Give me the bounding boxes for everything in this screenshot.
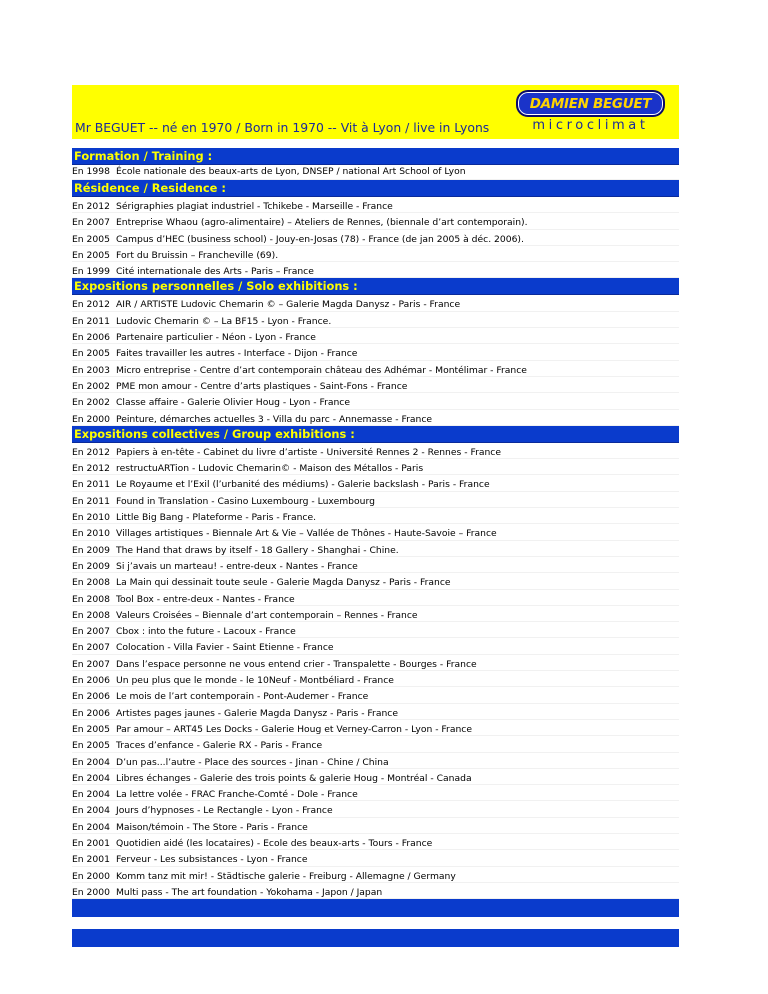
table-row: [72, 295, 679, 311]
row-year: En 2007: [72, 642, 110, 654]
row-year: En 2012: [72, 446, 110, 458]
row-description: Campus d’HEC (business school) - Jouy-en-Josas (78) - France (de jan 2005 à déc. 2006).: [116, 233, 524, 245]
table-row: [72, 753, 679, 769]
table-row: [72, 393, 679, 409]
table-row: [72, 246, 679, 262]
table-row: [72, 671, 679, 687]
table-row: [72, 410, 679, 426]
row-year: En 2006: [72, 675, 110, 687]
section-title: Expositions personnelles / Solo exhibitions :: [74, 279, 358, 294]
row-description: restructuARTion - Ludovic Chemarin© - Maison des Métallos - Paris: [116, 463, 424, 475]
table-row: [72, 197, 679, 213]
row-year: En 2012: [72, 201, 110, 212]
table-row: [72, 475, 679, 491]
row-description: Fort du Bruissin – Francheville (69).: [116, 249, 279, 261]
table-row: [72, 557, 679, 573]
row-year: En 2004: [72, 821, 110, 833]
table-row: [72, 328, 679, 344]
table-row: [72, 720, 679, 736]
table-row: [72, 590, 679, 606]
row-year: En 2004: [72, 756, 110, 768]
row-description: Entreprise Whaou (agro-alimentaire) – Ateliers de Rennes, (biennale d’art contemporain).: [116, 217, 528, 229]
row-description: Maison/témoin - The Store - Paris - France: [116, 821, 308, 833]
row-year: En 2002: [72, 380, 110, 392]
row-description: Un peu plus que le monde - le 10Neuf - Montbéliard - France: [116, 675, 394, 687]
row-description: Cbox : into the future - Lacoux - France: [116, 626, 296, 638]
row-year: En 2001: [72, 837, 110, 849]
row-description: Classe affaire - Galerie Olivier Houg - Lyon - France: [116, 397, 351, 409]
row-year: En 2006: [72, 691, 110, 703]
row-year: En 2000: [72, 886, 110, 898]
row-year: En 2007: [72, 658, 110, 670]
row-year: En 2005: [72, 348, 110, 360]
row-description: Faites travailler les autres - Interface - Dijon - France: [116, 348, 358, 360]
logo: [516, 90, 665, 133]
section-header: [72, 426, 679, 443]
row-description: Komm tanz mit mir! - Städtische galerie - Freiburg - Allemagne / Germany: [116, 870, 456, 882]
table-row: [72, 344, 679, 360]
spacer: [72, 139, 679, 148]
table-row: [72, 361, 679, 377]
row-year: En 2003: [72, 364, 110, 376]
row-description: Sérigraphies plagiat industriel - Tchikebe - Marseille - France: [116, 201, 393, 212]
table-row: [72, 867, 679, 883]
table-row: [72, 230, 679, 246]
footer-band-2: [72, 929, 679, 947]
footer-band-1: [72, 899, 679, 917]
row-year: En 2006: [72, 707, 110, 719]
row-description: Papiers à en-tête - Cabinet du livre d’artiste - Université Rennes 2 - Rennes - France: [116, 446, 502, 458]
row-description: Partenaire particulier - Néon - Lyon - France: [116, 332, 316, 344]
section-header: [72, 180, 679, 197]
row-year: En 2007: [72, 217, 110, 229]
row-year: En 2001: [72, 854, 110, 866]
row-year: En 2009: [72, 544, 110, 556]
row-year: En 2011: [72, 479, 110, 491]
row-year: En 2006: [72, 332, 110, 344]
row-description: Ludovic Chemarin © – La BF15 - Lyon - France.: [116, 315, 332, 327]
row-year: En 2007: [72, 626, 110, 638]
row-year: En 2005: [72, 233, 110, 245]
row-description: D’un pas...l’autre - Place des sources - Jinan - Chine / China: [116, 756, 389, 768]
row-year: En 2011: [72, 315, 110, 327]
row-description: Si j’avais un marteau! - entre-deux - Nantes - France: [116, 560, 358, 572]
row-description: Traces d’enfance - Galerie RX - Paris - France: [116, 740, 323, 752]
table-row: [72, 459, 679, 475]
row-year: En 2010: [72, 528, 110, 540]
logo-subtitle: microclimat: [532, 118, 649, 133]
row-description: The Hand that draws by itself - 18 Gallery - Shanghai - Chine.: [116, 544, 399, 556]
row-description: La lettre volée - FRAC Franche-Comté - Dole - France: [116, 789, 358, 801]
row-description: Libres échanges - Galerie des trois points & galerie Houg - Montréal - Canada: [116, 772, 472, 784]
row-year: En 2005: [72, 249, 110, 261]
row-year: En 2000: [72, 870, 110, 882]
table-row: [72, 541, 679, 557]
row-description: Quotidien aidé (les locataires) - Ecole des beaux-arts - Tours - France: [116, 837, 433, 849]
table-row: [72, 443, 679, 459]
row-year: En 2008: [72, 577, 110, 589]
table-row: [72, 769, 679, 785]
row-description: École nationale des beaux-arts de Lyon, DNSEP / national Art School of Lyon: [116, 166, 466, 177]
table-row: [72, 262, 679, 278]
logo-badge: DAMIEN BEGUET: [516, 90, 665, 117]
table-row: [72, 213, 679, 229]
table-row: [72, 638, 679, 654]
section-title: Résidence / Residence :: [74, 181, 226, 195]
row-year: En 2004: [72, 805, 110, 817]
section-title: Formation / Training :: [74, 149, 213, 163]
row-description: AIR / ARTISTE Ludovic Chemarin © – Galerie Magda Danysz - Paris - France: [116, 299, 461, 311]
table-row: [72, 801, 679, 817]
row-description: Little Big Bang - Plateforme - Paris - France.: [116, 512, 317, 524]
row-year: En 2005: [72, 740, 110, 752]
table-row: [72, 508, 679, 524]
row-year: En 2010: [72, 512, 110, 524]
row-description: Jours d’hypnoses - Le Rectangle - Lyon - France: [116, 805, 333, 817]
table-row: [72, 704, 679, 720]
table-row: [72, 655, 679, 671]
row-description: Micro entreprise - Centre d’art contemporain château des Adhémar - Montélimar - France: [116, 364, 527, 376]
cv-sections: [72, 148, 679, 899]
row-year: En 2008: [72, 593, 110, 605]
section-title: Expositions collectives / Group exhibitions :: [74, 426, 355, 441]
table-row: [72, 883, 679, 899]
row-description: La Main qui dessinait toute seule - Galerie Magda Danysz - Paris - France: [116, 577, 451, 589]
row-description: Artistes pages jaunes - Galerie Magda Danysz - Paris - France: [116, 707, 398, 719]
section-header: [72, 278, 679, 295]
table-row: [72, 165, 679, 180]
table-row: [72, 606, 679, 622]
row-description: Villages artistiques - Biennale Art & Vie – Vallée de Thônes - Haute-Savoie – France: [116, 528, 497, 540]
row-year: En 2005: [72, 723, 110, 735]
row-description: Ferveur - Les subsistances - Lyon - France: [116, 854, 308, 866]
row-description: Dans l’espace personne ne vous entend crier - Transpalette - Bourges - France: [116, 658, 477, 670]
table-row: [72, 622, 679, 638]
row-year: En 2012: [72, 463, 110, 475]
row-description: Colocation - Villa Favier - Saint Etienne - France: [116, 642, 334, 654]
table-row: [72, 377, 679, 393]
row-description: Tool Box - entre-deux - Nantes - France: [116, 593, 295, 605]
row-year: En 2012: [72, 299, 110, 311]
table-row: [72, 492, 679, 508]
row-description: Par amour – ART45 Les Docks - Galerie Houg et Verney-Carron - Lyon - France: [116, 723, 472, 735]
table-row: [72, 736, 679, 752]
section-header: [72, 148, 679, 165]
table-row: [72, 850, 679, 866]
table-row: [72, 312, 679, 328]
table-row: [72, 524, 679, 540]
page-title: Mr BEGUET -- né en 1970 / Born in 1970 -- Vit à Lyon / live in Lyons: [75, 120, 490, 135]
cv-sheet: [72, 85, 679, 947]
row-description: Le Royaume et l’Exil (l’urbanité des médiums) - Galerie backslash - Paris - France: [116, 479, 490, 491]
row-year: En 2004: [72, 772, 110, 784]
row-description: Valeurs Croisées – Biennale d’art contemporain – Rennes - France: [116, 609, 418, 621]
row-year: En 1998: [72, 166, 110, 177]
table-row: [72, 573, 679, 589]
table-row: [72, 785, 679, 801]
table-row: [72, 834, 679, 850]
row-year: En 2002: [72, 397, 110, 409]
row-description: Found in Translation - Casino Luxembourg - Luxembourg: [116, 495, 375, 507]
row-description: Multi pass - The art foundation - Yokohama - Japon / Japan: [116, 886, 383, 898]
row-description: PME mon amour - Centre d’arts plastiques - Saint-Fons - France: [116, 380, 408, 392]
row-year: En 2008: [72, 609, 110, 621]
row-year: En 2009: [72, 560, 110, 572]
table-row: [72, 818, 679, 834]
row-description: Peinture, démarches actuelles 3 - Villa du parc - Annemasse - France: [116, 413, 433, 425]
row-year: En 2011: [72, 495, 110, 507]
header-banner: [72, 85, 679, 139]
row-year: En 2000: [72, 413, 110, 425]
row-description: Le mois de l’art contemporain - Pont-Audemer - France: [116, 691, 369, 703]
spacer: [72, 917, 679, 929]
table-row: [72, 687, 679, 703]
row-year: En 2004: [72, 789, 110, 801]
row-description: Cité internationale des Arts - Paris – France: [116, 266, 314, 278]
row-year: En 1999: [72, 266, 110, 278]
